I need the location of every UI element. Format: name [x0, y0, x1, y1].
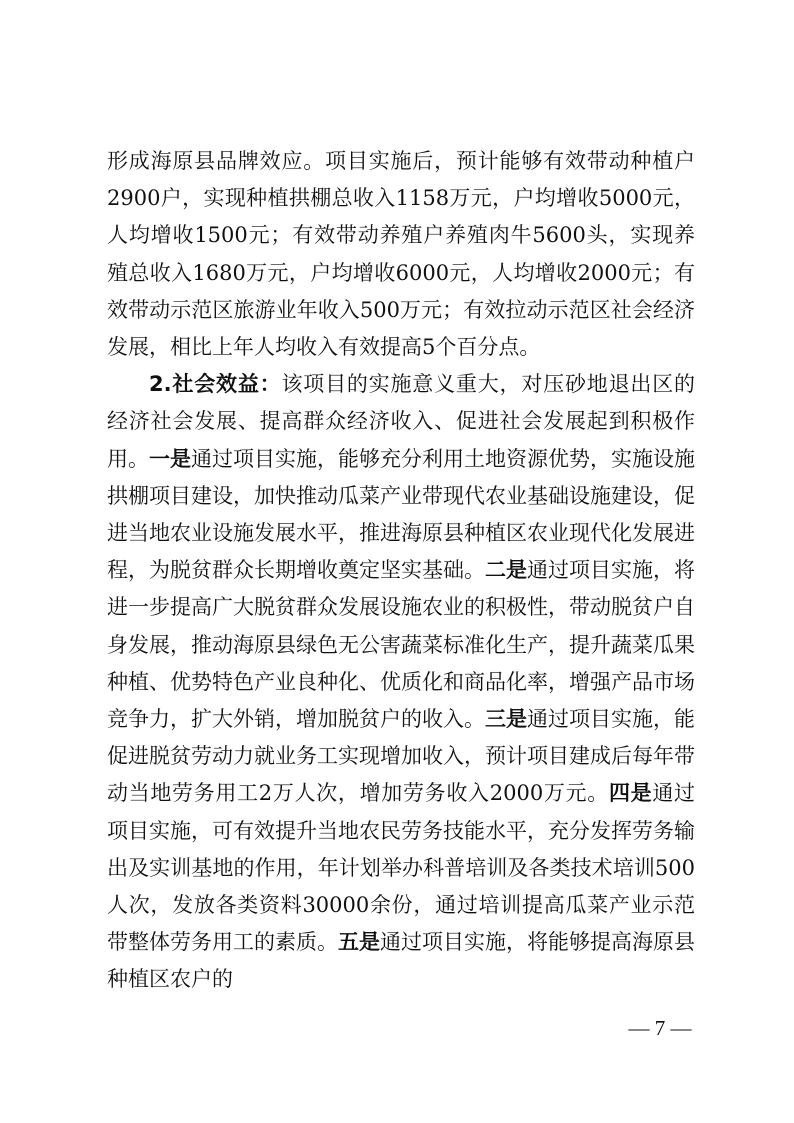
paragraph-1-text: 形成海原县品牌效应。项目实施后，预计能够有效带动种植户2900户，实现种植拱棚总收入1158万元，户均增收5000元，人均增收1500元；有效带动养殖户养殖肉牛5600头，实现养殖总收入1680万元，户均增收6000元，人均增收2000元；有效带动示范区旅游业年收入500万元；有效拉动示范区社会经济发展，相比上年人均收入有效提高5个百分点。	[107, 149, 695, 360]
paragraph-2	[107, 366, 695, 998]
body-text	[107, 143, 695, 999]
point-one-text: 通过项目实施，能够充分利用土地资源优势，实施设施拱棚项目建设，加快推动瓜菜产业带现代农业基础设施建设，促进当地农业设施发展水平，推进海原县种植区农业现代化发展进程，为脱贫群众长期增收奠定坚实基础。	[107, 446, 695, 583]
point-five-text: 通过项目实施，将能够提高海原县种植区农户的	[107, 930, 695, 992]
point-four-label: 四是	[608, 781, 653, 806]
point-three-text: 通过项目实施，能促进脱贫劳动力就业务工实现增加收入，预计项目建成后每年带动当地劳务用工2万人次，增加劳务收入2000万元。	[107, 707, 695, 806]
point-four-text: 通过项目实施，可有效提升当地农民劳务技能水平，充分发挥劳务输出及实训基地的作用，年计划举办科普培训及各类技术培训500人次，发放各类资料30000余份，通过培训提高瓜菜产业示范带整体劳务用工的素质。	[107, 781, 695, 955]
point-two-text: 通过项目实施，将进一步提高广大脱贫群众发展设施农业的积极性，带动脱贫户自身发展，推动海原县绿色无公害蔬菜标准化生产，提升蔬菜瓜果种植、优势特色产业良种化、优质化和商品化率，增强产品市场竞争力，扩大外销，增加脱贫户的收入。	[107, 558, 695, 732]
point-two-label: 二是	[485, 558, 527, 583]
paragraph-2-intro: 该项目的实施意义重大，对压砂地退出区的经济社会发展、提高群众经济收入、促进社会发展起到积极作用。	[107, 372, 696, 471]
point-one-label: 一是	[149, 446, 191, 471]
page-number: — 7 —	[628, 1016, 692, 1040]
paragraph-1	[107, 143, 695, 366]
point-three-label: 三是	[485, 707, 527, 732]
point-five-label: 五是	[338, 930, 380, 955]
social-benefit-heading: 2.社会效益：	[149, 372, 282, 397]
